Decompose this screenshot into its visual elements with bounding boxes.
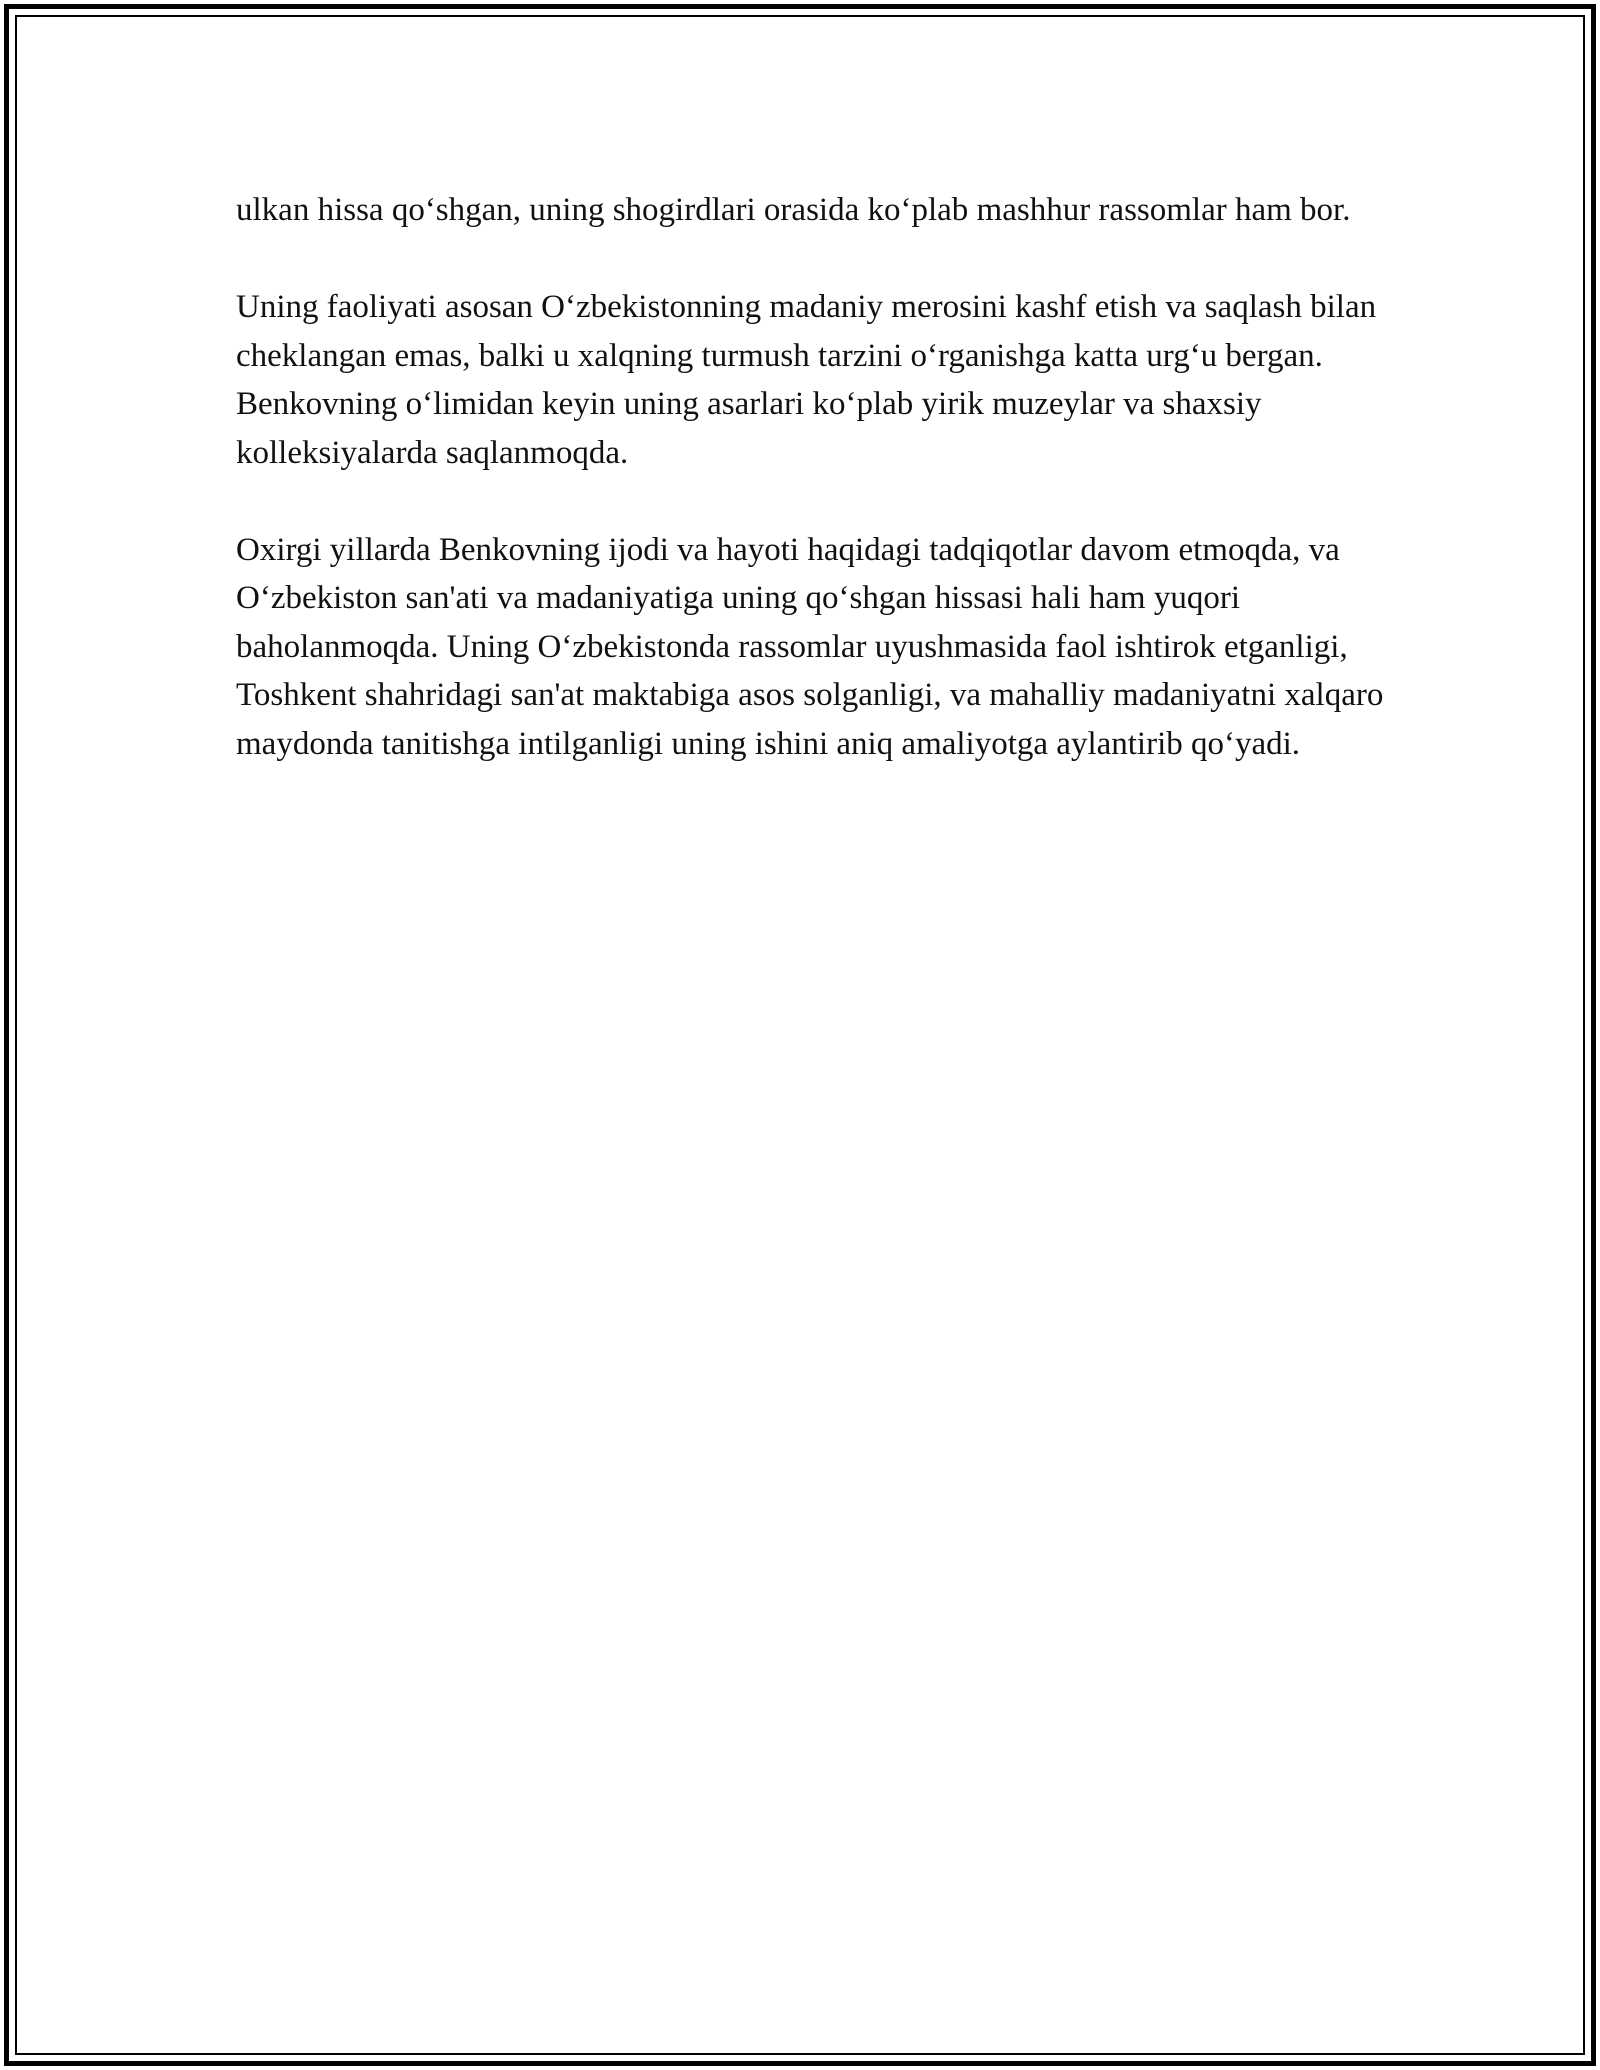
document-body [236, 186, 1396, 817]
paragraph-3: Oxirgi yillarda Benkovning ijodi va hayoti haqidagi tadqiqotlar davom etmoqda, va O‘zbekiston san'ati va madaniyatiga uning qo‘shgan hissasi hali ham yuqori baholanmoqda. Uning O‘zbekistonda rassomlar uyushmasida faol ishtirok etganligi, Toshkent shahridagi san'at maktabiga asos solganligi, va mahalliy madaniyatni xalqaro maydonda tanitishga intilganligi uning ishini aniq amaliyotga aylantirib qo‘yadi. [236, 531, 1384, 762]
paragraph-1: ulkan hissa qo‘shgan, uning shogirdlari orasida ko‘plab mashhur rassomlar ham bor. [236, 192, 1351, 228]
paragraph-2: Uning faoliyati asosan O‘zbekistonning madaniy merosini kashf etish va saqlash bilan cheklangan emas, balki u xalqning turmush tarzini o‘rganishga katta urg‘u bergan. Benkovning o‘limidan keyin uning asarlari ko‘plab yirik muzeylar va shaxsiy kolleksiyalarda saqlanmoqda. [236, 289, 1377, 471]
